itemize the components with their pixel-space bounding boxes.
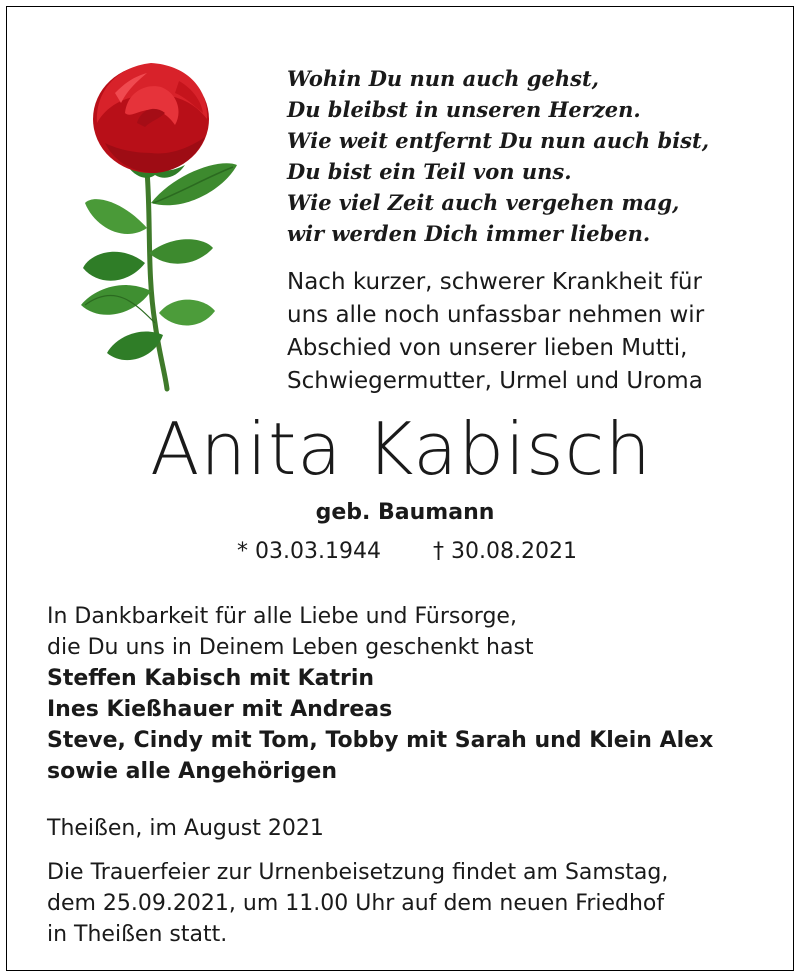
thanks-line: In Dankbarkeit für alle Liebe und Fürsorge, [47, 604, 517, 629]
service-line: Die Trauerfeier zur Urnenbeisetzung findet am Samstag, [47, 860, 669, 885]
mourner-line: sowie alle Angehörigen [47, 759, 338, 784]
poem-line: Du bist ein Teil von uns. [287, 159, 572, 184]
poem-line: Wie viel Zeit auch vergehen mag, [287, 190, 680, 215]
service-line: in Theißen statt. [47, 922, 228, 947]
death-date: † 30.08.2021 [433, 539, 577, 564]
red-rose-icon [55, 53, 255, 393]
service-line: dem 25.09.2021, um 11.00 Uhr auf dem neuen Friedhof [47, 891, 665, 916]
poem-line: Du bleibst in unseren Herzen. [287, 97, 641, 122]
maiden-name: geb. Baumann [315, 500, 495, 525]
intro-text [287, 266, 787, 398]
deceased-name: Anita Kabisch [150, 407, 652, 491]
life-dates [207, 537, 607, 567]
intro-line: uns alle noch unfassbar nehmen wir [287, 302, 705, 328]
poem-line: wir werden Dich immer lieben. [287, 221, 651, 246]
poem-line: Wie weit entfernt Du nun auch bist, [287, 128, 709, 153]
mourner-line: Steffen Kabisch mit Katrin [47, 666, 375, 691]
service-info [47, 857, 792, 950]
thanks-section [47, 601, 792, 787]
mourner-line: Ines Kießhauer mit Andreas [47, 697, 393, 722]
mourner-line: Steve, Cindy mit Tom, Tobby mit Sarah und Klein Alex [47, 728, 714, 753]
intro-line: Schwiegermutter, Urmel und Uroma [287, 368, 703, 394]
thanks-line: die Du uns in Deinem Leben geschenkt hast [47, 635, 534, 660]
intro-line: Nach kurzer, schwerer Krankheit für [287, 269, 702, 295]
poem [287, 63, 787, 249]
intro-line: Abschied von unserer lieben Mutti, [287, 335, 688, 361]
place-date: Theißen, im August 2021 [47, 816, 324, 841]
obituary-notice [6, 6, 794, 971]
poem-line: Wohin Du nun auch gehst, [287, 66, 599, 91]
birth-date: * 03.03.1944 [237, 539, 381, 564]
